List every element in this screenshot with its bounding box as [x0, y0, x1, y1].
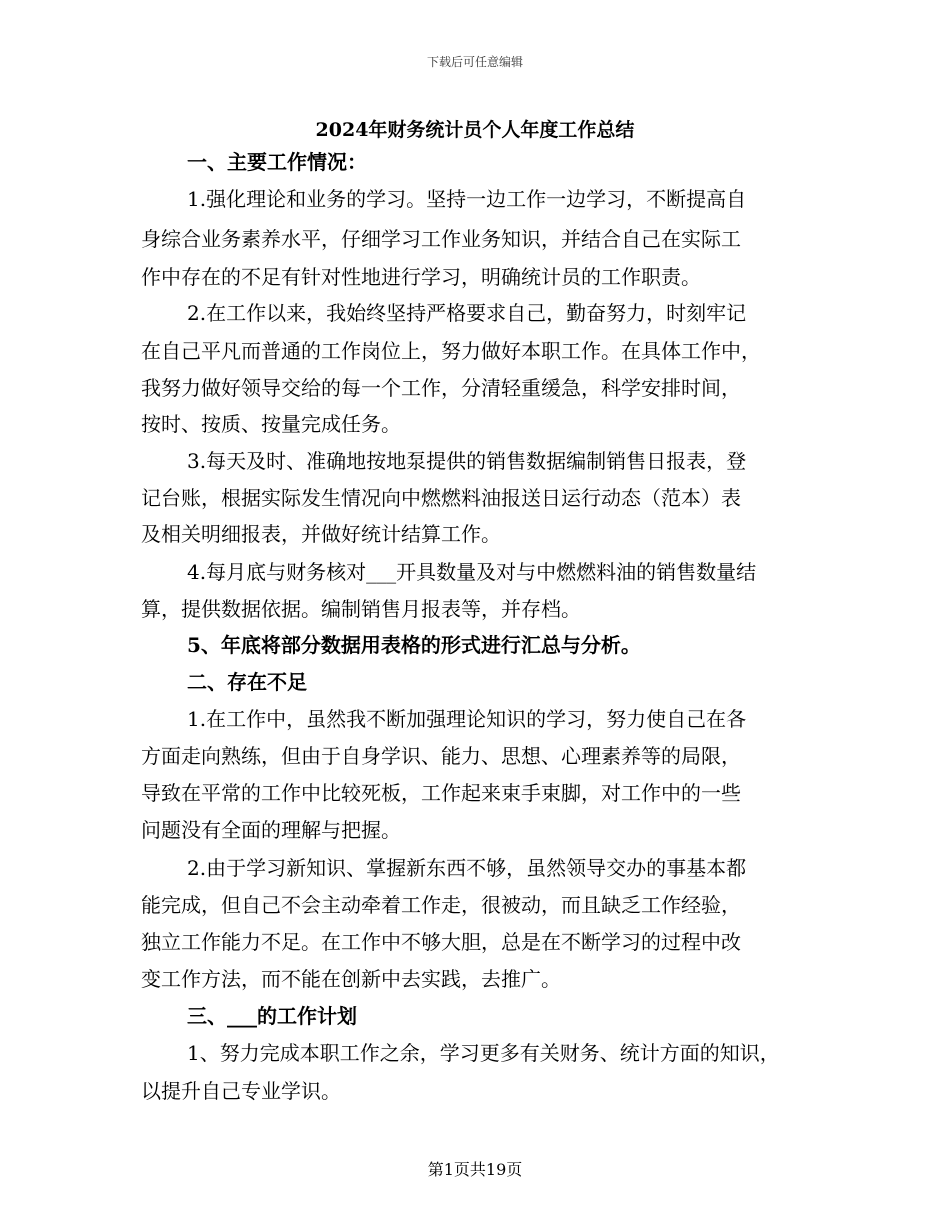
- paragraph-line: 2.由于学习新知识、掌握新东西不够，虽然领导交办的事基本都: [187, 856, 747, 880]
- paragraph-line: 1.强化理论和业务的学习。坚持一边工作一边学习，不断提高自: [187, 187, 747, 211]
- section-heading: 二、存在不足: [187, 670, 307, 694]
- page-number: 第1页共19页: [427, 1160, 523, 1179]
- paragraph-line: 记台账，根据实际发生情况向中燃燃料油报送日运行动态（范本）表: [141, 486, 741, 510]
- paragraph-line: 作中存在的不足有针对性地进行学习，明确统计员的工作职责。: [141, 265, 701, 289]
- section-heading: 三、___的工作计划: [187, 1004, 357, 1028]
- paragraph-line: 按时、按质、按量完成任务。: [141, 412, 401, 436]
- paragraph-line: 2.在工作以来，我始终坚持严格要求自己，勤奋努力，时刻牢记: [187, 301, 747, 325]
- paragraph-line: 1、努力完成本职工作之余，学习更多有关财务、统计方面的知识，: [187, 1041, 780, 1065]
- page-header-note: 下载后可任意编辑: [426, 55, 523, 69]
- document-title: 2024年财务统计员个人年度工作总结: [315, 119, 635, 141]
- paragraph-line: 变工作方法，而不能在创新中去实践，去推广。: [141, 967, 561, 991]
- paragraph-line: 1.在工作中，虽然我不断加强理论知识的学习，努力使自己在各: [187, 707, 747, 731]
- paragraph-line: 我努力做好领导交给的每一个工作，分清轻重缓急，科学安排时间，: [141, 376, 741, 400]
- paragraph-line: 问题没有全面的理解与把握。: [141, 818, 401, 842]
- paragraph-line: 3.每天及时、准确地按地泵提供的销售数据编制销售日报表，登: [187, 449, 747, 473]
- section-heading: 一、主要工作情况：: [187, 150, 367, 174]
- paragraph-line: 能完成，但自己不会主动牵着工作走，很被动，而且缺乏工作经验，: [141, 893, 741, 917]
- paragraph-line: 4.每月底与财务核对___开具数量及对与中燃燃料油的销售数量结: [187, 560, 757, 584]
- paragraph-line: 方面走向熟练，但由于自身学识、能力、思想、心理素养等的局限，: [141, 744, 741, 768]
- paragraph-line: 以提升自己专业学识。: [141, 1079, 341, 1103]
- paragraph-line: 导致在平常的工作中比较死板，工作起来束手束脚，对工作中的一些: [141, 781, 741, 805]
- paragraph-line: 在自己平凡而普通的工作岗位上，努力做好本职工作。在具体工作中，: [141, 339, 761, 363]
- paragraph-line: 身综合业务素养水平，仔细学习工作业务知识，并结合自己在实际工: [141, 227, 741, 251]
- bold-paragraph: 5、年底将部分数据用表格的形式进行汇总与分析。: [187, 633, 641, 657]
- paragraph-line: 独立工作能力不足。在工作中不够大胆，总是在不断学习的过程中改: [141, 930, 741, 954]
- paragraph-line: 算，提供数据依据。编制销售月报表等，并存档。: [141, 597, 581, 621]
- paragraph-line: 及相关明细报表，并做好统计结算工作。: [141, 522, 501, 546]
